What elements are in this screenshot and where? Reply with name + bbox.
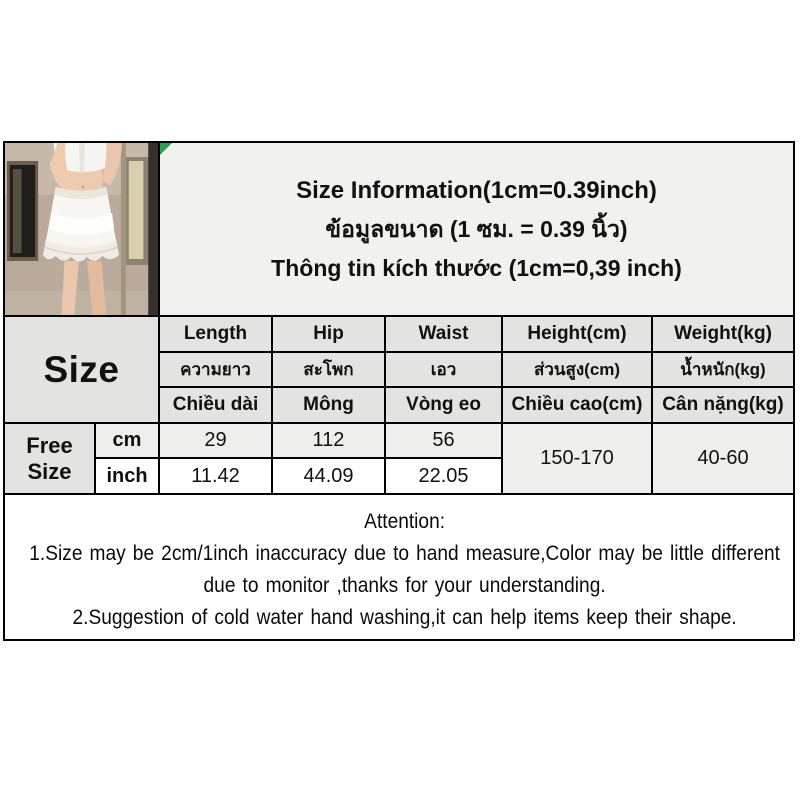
header-waist-th: เอว <box>385 352 502 387</box>
attention-line2: 2.Suggestion of cold water hand washing,it can help items keep their shape. <box>72 605 737 629</box>
attention-note-text <box>5 501 794 633</box>
unit-inch-label: inch <box>95 458 159 494</box>
header-hip-en: Hip <box>272 316 385 352</box>
header-hip-vi: Mông <box>272 387 385 423</box>
attention-heading: Attention: <box>364 509 446 533</box>
title-thai: ข้อมูลขนาด (1 ซม. = 0.39 นิ้ว) <box>325 215 628 242</box>
title-english: Size Information(1cm=0.39inch) <box>296 176 657 204</box>
title-vietnamese: Thông tin kích thước (1cm=0,39 inch) <box>271 254 682 281</box>
header-length-th: ความยาว <box>159 352 272 387</box>
header-length-en: Length <box>159 316 272 352</box>
header-height-th: ส่วนสูง(cm) <box>502 352 652 387</box>
free-size-label: Free Size <box>4 423 95 494</box>
hip-inch-value: 44.09 <box>272 458 385 494</box>
size-corner-label: Size <box>4 316 159 423</box>
weight-range-value: 40-60 <box>652 423 794 494</box>
header-height-en: Height(cm) <box>502 316 652 352</box>
waist-cm-value: 56 <box>385 423 502 458</box>
length-cm-value: 29 <box>159 423 272 458</box>
attention-note-cell <box>4 494 794 640</box>
product-photo-illustration <box>5 143 158 315</box>
product-photo <box>4 142 159 316</box>
size-chart-table <box>3 141 795 641</box>
header-length-vi: Chiều dài <box>159 387 272 423</box>
header-hip-th: สะโพก <box>272 352 385 387</box>
height-range-value: 150-170 <box>502 423 652 494</box>
header-waist-en: Waist <box>385 316 502 352</box>
waist-inch-value: 22.05 <box>385 458 502 494</box>
header-weight-th: น้ำหนัก(kg) <box>652 352 794 387</box>
length-inch-value: 11.42 <box>159 458 272 494</box>
header-weight-en: Weight(kg) <box>652 316 794 352</box>
unit-cm-label: cm <box>95 423 159 458</box>
green-corner-marker-icon <box>160 143 172 155</box>
attention-line1: 1.Size may be 2cm/1inch inaccuracy due to hand measure,Color may be little different due to monitor ,thanks for your understanding. <box>29 541 780 597</box>
header-weight-vi: Cân nặng(kg) <box>652 387 794 423</box>
title-cell <box>159 142 794 316</box>
header-waist-vi: Vòng eo <box>385 387 502 423</box>
size-info-sheet <box>3 141 793 641</box>
hip-cm-value: 112 <box>272 423 385 458</box>
header-height-vi: Chiều cao(cm) <box>502 387 652 423</box>
